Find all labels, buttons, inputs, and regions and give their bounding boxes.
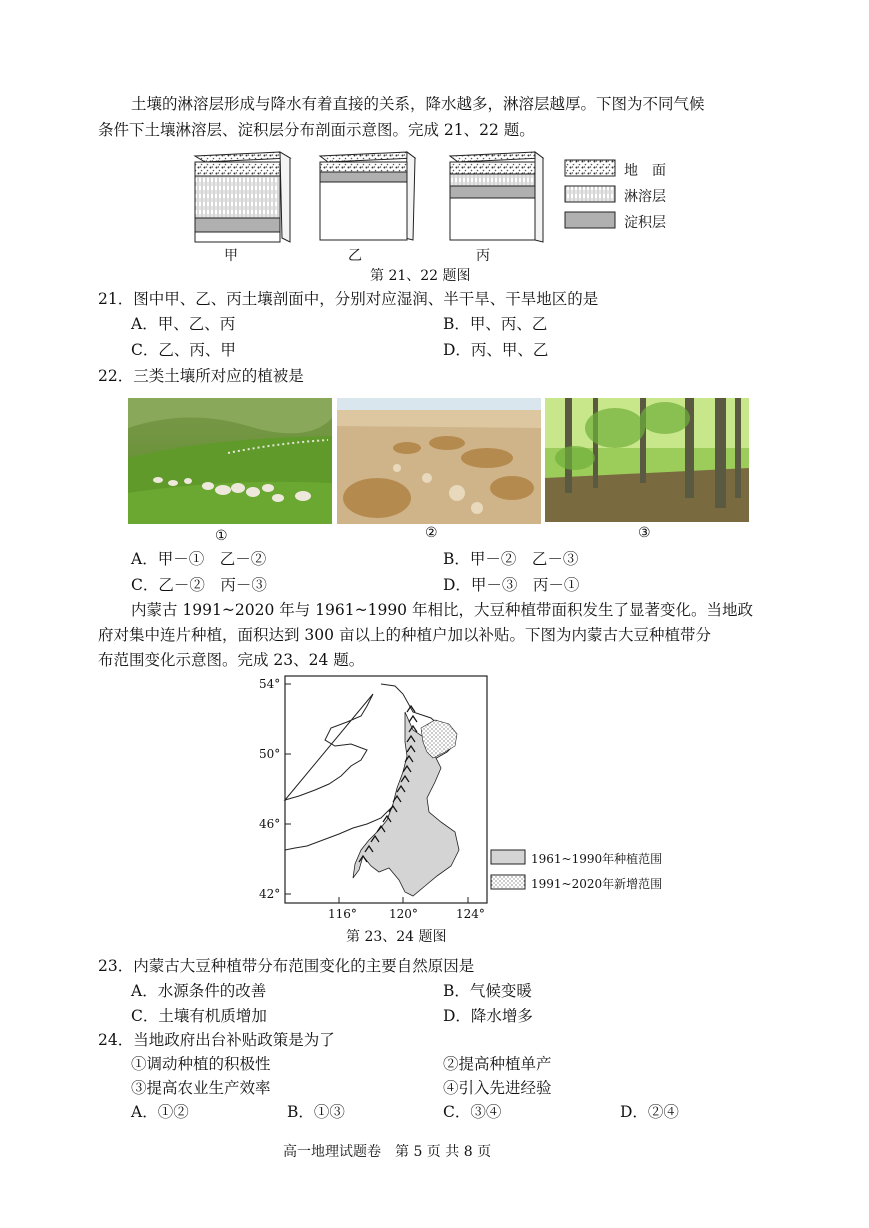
soil-figure-caption: 第 21、22 题图 bbox=[370, 268, 471, 284]
q21-option-b[interactable]: B．甲、丙、乙 bbox=[443, 315, 548, 333]
intro2-line1: 内蒙古 1991~2020 年与 1961~1990 年相比，大豆种植带面积发生了显著变化。当地政 bbox=[131, 601, 753, 619]
q22-option-d[interactable]: D．甲－③ 丙－① bbox=[443, 576, 580, 594]
legend-label-deposition: 淀积层 bbox=[624, 215, 666, 231]
legend-swatch-deposition bbox=[565, 212, 615, 228]
q24-item-3: ③提高农业生产效率 bbox=[131, 1079, 271, 1097]
intro2-line3: 布范围变化示意图。完成 23、24 题。 bbox=[98, 651, 365, 669]
q24-item-2: ②提高种植单产 bbox=[443, 1055, 552, 1073]
photo-label-2: ② bbox=[425, 525, 438, 541]
soil-profile-figure bbox=[185, 148, 685, 266]
soil-block-yi bbox=[320, 152, 415, 240]
soil-block-jia bbox=[195, 152, 290, 242]
intro1-line1: 土壤的淋溶层形成与降水有着直接的关系，降水越多，淋溶层越厚。下图为不同气候 bbox=[131, 95, 705, 113]
photo-label-3: ③ bbox=[638, 525, 651, 541]
lat-label-54: 54° bbox=[259, 677, 281, 691]
q24-item-4: ④引入先进经验 bbox=[443, 1079, 552, 1097]
lat-label-50: 50° bbox=[259, 747, 281, 761]
soil-label-yi: 乙 bbox=[348, 248, 362, 264]
page-footer: 高一地理试题卷 第 5 页 共 8 页 bbox=[283, 1144, 492, 1160]
soil-label-bing: 丙 bbox=[476, 248, 490, 264]
legend-label-leaching: 淋溶层 bbox=[624, 189, 666, 205]
lat-label-42: 42° bbox=[259, 887, 281, 901]
q22-option-c[interactable]: C．乙－② 丙－③ bbox=[131, 576, 267, 594]
lat-label-46: 46° bbox=[259, 817, 281, 831]
legend-swatch-leaching bbox=[565, 186, 615, 202]
photo-label-1: ① bbox=[215, 528, 228, 544]
q21-option-c[interactable]: C．乙、丙、甲 bbox=[131, 341, 236, 359]
q22-option-b[interactable]: B．甲－② 乙－③ bbox=[443, 550, 579, 568]
q24-item-1: ①调动种植的积极性 bbox=[131, 1055, 271, 1073]
photo-forest bbox=[545, 398, 749, 522]
q24-option-d[interactable]: D．②④ bbox=[620, 1103, 679, 1121]
q22-option-a[interactable]: A．甲－① 乙－② bbox=[131, 550, 267, 568]
intro1-line2: 条件下土壤淋溶层、淀积层分布剖面示意图。完成 21、22 题。 bbox=[98, 121, 535, 139]
q24-stem: 24．当地政府出台补贴政策是为了 bbox=[98, 1031, 335, 1049]
legend-label-ground: 地 面 bbox=[624, 163, 666, 179]
legend-swatch-old-range bbox=[491, 850, 525, 864]
q23-option-a[interactable]: A．水源条件的改善 bbox=[131, 982, 267, 1000]
q23-option-d[interactable]: D．降水增多 bbox=[443, 1007, 533, 1025]
legend-label-new-range: 1991~2020年新增范围 bbox=[531, 877, 663, 891]
q21-stem: 21．图中甲、乙、丙土壤剖面中，分别对应湿润、半干旱、干旱地区的是 bbox=[98, 290, 599, 308]
lon-label-120: 120° bbox=[389, 907, 418, 921]
q24-option-c[interactable]: C．③④ bbox=[443, 1103, 502, 1121]
q23-option-c[interactable]: C．土壤有机质增加 bbox=[131, 1007, 267, 1025]
q23-option-b[interactable]: B．气候变暖 bbox=[443, 982, 532, 1000]
photo-desert bbox=[337, 398, 541, 524]
intro2-line2: 府对集中连片种植，面积达到 300 亩以上的种植户加以补贴。下图为内蒙古大豆种植带分 bbox=[98, 626, 711, 644]
legend-label-old-range: 1961~1990年种植范围 bbox=[531, 852, 663, 866]
q24-option-a[interactable]: A．①② bbox=[131, 1103, 189, 1121]
soil-label-jia: 甲 bbox=[224, 248, 238, 264]
lon-label-116: 116° bbox=[328, 907, 357, 921]
q21-option-a[interactable]: A．甲、乙、丙 bbox=[131, 315, 236, 333]
q21-option-d[interactable]: D．丙、甲、乙 bbox=[443, 341, 549, 359]
legend-swatch-ground bbox=[565, 160, 615, 176]
soil-block-bing bbox=[450, 152, 543, 242]
legend-swatch-new-range bbox=[491, 875, 525, 889]
photo-grassland bbox=[128, 398, 332, 524]
q23-stem: 23．内蒙古大豆种植带分布范围变化的主要自然原因是 bbox=[98, 957, 475, 975]
map-figure-caption: 第 23、24 题图 bbox=[346, 929, 447, 945]
lon-label-124: 124° bbox=[456, 907, 485, 921]
q24-option-b[interactable]: B．①③ bbox=[287, 1103, 345, 1121]
q22-stem: 22．三类土壤所对应的植被是 bbox=[98, 367, 304, 385]
